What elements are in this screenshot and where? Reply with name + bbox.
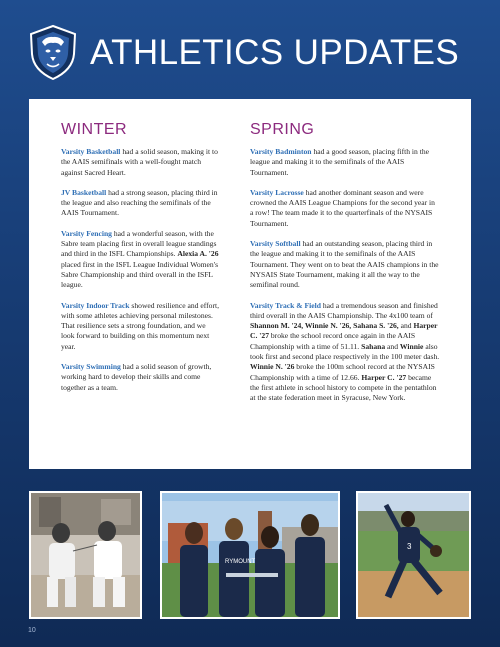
page-header — [0, 0, 500, 95]
athlete-name: Harper C. '27 — [361, 372, 407, 382]
body-text: had a tremendous season and finished third overall in the AAIS Championship. The 4x100 team of — [250, 300, 438, 320]
athlete-name: Shannon M. '24, Winnie N. '26, Sahana S. '26, — [250, 321, 399, 331]
paragraph — [61, 362, 221, 393]
team-name: JV Basketball — [61, 187, 107, 197]
team-name: Varsity Fencing — [61, 228, 112, 238]
body-text: broke the 100m school record at the NYSAIS Championship with a time of 12.66. — [250, 362, 435, 382]
updates-panel — [29, 99, 471, 469]
spring-column — [250, 121, 440, 414]
spring-heading: SPRING — [250, 121, 315, 138]
athlete-name: Winnie N. '26 — [250, 362, 295, 372]
paragraph — [61, 301, 221, 352]
paragraph — [61, 188, 221, 219]
spring-paragraphs — [250, 147, 440, 404]
page-number: 10 — [28, 627, 36, 634]
winter-heading: WINTER — [61, 121, 128, 138]
body-text: had a solid season, making it to the AAIS semifinals with a well-fought match against Sacred Heart. — [61, 147, 218, 177]
winter-column — [61, 121, 221, 403]
jersey-number: 3 — [407, 542, 412, 551]
body-text: showed resilience and effort, with some athletes achieving personal milestones. That resilience sets a strong foundation, and we look forward to building on this momentum next year. — [61, 300, 219, 351]
team-name: Varsity Basketball — [61, 147, 121, 156]
body-text: had a strong season, placing third in the league and also reaching the semifinals of the AAIS Tournament. — [61, 187, 218, 218]
paragraph — [250, 301, 440, 404]
body-text: and — [385, 341, 400, 351]
team-name: Varsity Indoor Track — [61, 300, 130, 310]
track-team-photo — [160, 491, 340, 619]
fencing-photo — [29, 491, 142, 619]
athlete-name: Alexia A. '26 — [177, 249, 219, 259]
team-name: Varsity Swimming — [61, 362, 121, 372]
body-text: had a good season, placing fifth in the league and making it to the semifinals of the AAIS Tournament. — [250, 147, 430, 177]
body-text: had a solid season of growth, working hard to develop their skills and come together as a team. — [61, 362, 212, 392]
team-name: Varsity Track & Field — [250, 300, 321, 310]
winter-paragraphs — [61, 147, 221, 393]
athlete-name: Harper C. '27 — [250, 321, 438, 341]
jersey-text: RYMOUNT — [225, 559, 256, 565]
paragraph — [61, 147, 221, 178]
body-text: broke the school record once again in the AAIS Championship with a time of 51.11. — [250, 331, 416, 351]
athlete-name: Sahana — [361, 341, 386, 351]
team-name: Varsity Badminton — [250, 147, 312, 156]
team-name: Varsity Lacrosse — [250, 187, 304, 197]
body-text: became the first athlete in school history to compete in the pentathlon at the state federation meet in Syracuse, New York. — [250, 372, 437, 403]
paragraph — [250, 147, 440, 178]
athlete-name: Winnie — [399, 341, 424, 351]
body-text: and — [398, 321, 414, 331]
paragraph — [250, 239, 440, 290]
paragraph — [61, 229, 221, 291]
team-name: Varsity Softball — [250, 239, 301, 249]
paragraph — [250, 188, 440, 229]
lion-head-icon — [28, 24, 78, 80]
body-text: also took first and second place respectively in the 100 meter dash. — [250, 341, 440, 362]
body-text: had a wonderful season, with the Sabre team placing first in overall league standings and third in the ISFL Championships. — [61, 228, 217, 259]
page-title: ATHLETICS UPDATES — [90, 33, 460, 72]
body-text: placed first in the ISFL League Individual Women's Sabre Championship and third overall in the ISFL league. — [61, 259, 219, 290]
body-text: had another dominant season and were crowned the AAIS League Champions for the second year in a row! The team made it to the quarterfinals of the NYSAIS Tournament. — [250, 187, 435, 228]
body-text: had an outstanding season, placing third in the league and making it to the semifinals of the AAIS Tournament. They went on to beat the AAIS champions in the NYSAIS State Tournament, making it all the way to the semifinal round. — [250, 239, 439, 290]
softball-pitcher-photo — [356, 491, 471, 619]
